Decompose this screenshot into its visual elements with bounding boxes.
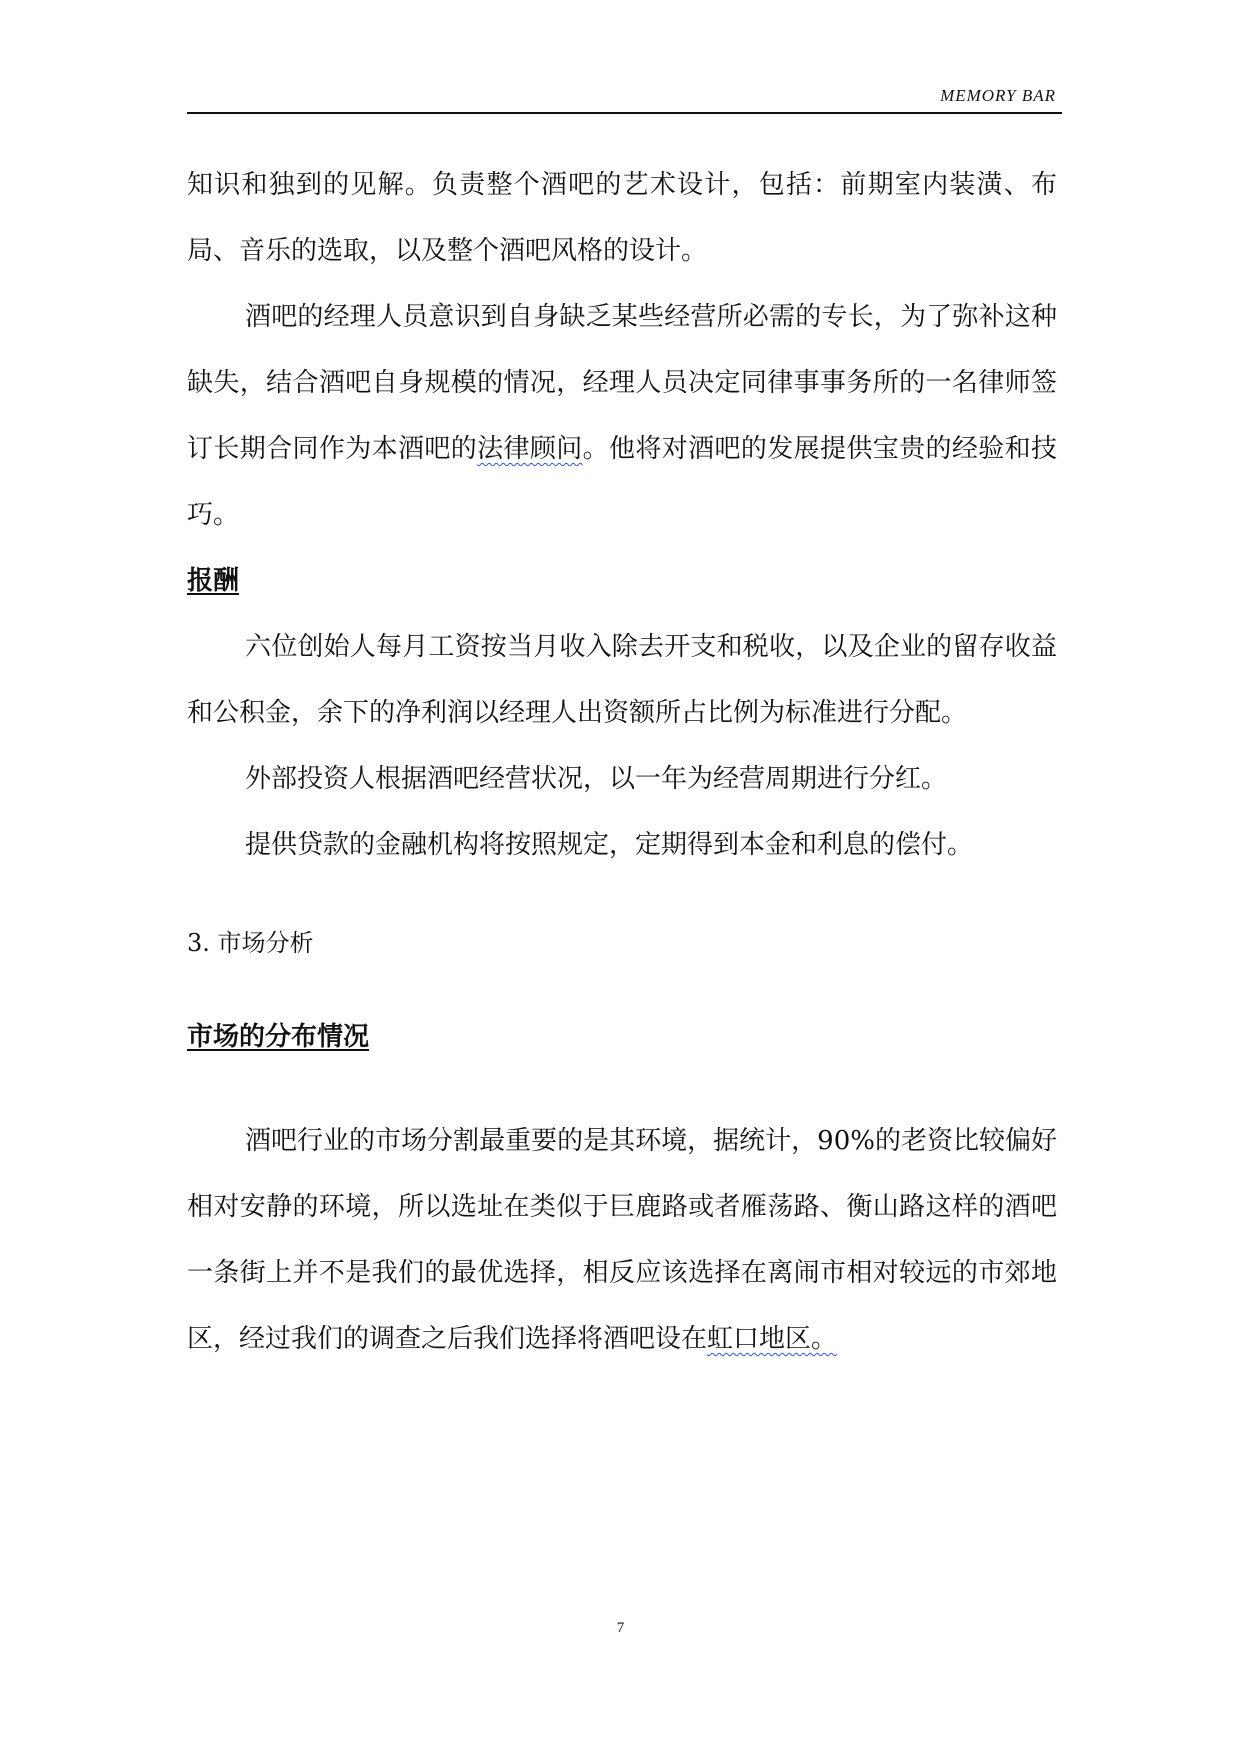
paragraph-founder-pay: 六位创始人每月工资按当月收入除去开支和税收，以及企业的留存收益和公积金，余下的净利润以经理人出资额所占比例为标准进行分配。 bbox=[187, 632, 1057, 728]
paragraph-legal-advisor bbox=[187, 284, 1057, 548]
paragraph-text: 。他将对酒吧的发展提供宝贵的经验和技巧。 bbox=[187, 434, 1057, 530]
paragraph-loan-repayment: 提供贷款的金融机构将按照规定，定期得到本金和利息的偿付。 bbox=[245, 830, 974, 860]
header-title: MEMORY BAR bbox=[940, 86, 1056, 105]
paragraph-text: 酒吧行业的市场分割最重要的是其环境，据统计，90%的老资比较偏好相对安静的环境，所以选址在类似于巨鹿路或者雁荡路、衡山路这样的酒吧一条街上并不是我们的最优选择，相反应该选择在离闹市相对较远的市郊地区，经过我们的调查之后我们选择将酒吧设在 bbox=[187, 1126, 1057, 1354]
paragraph-text: 酒吧的经理人员意识到自身缺乏某些经营所必需的专长，为了弥补这种缺失，结合酒吧自身规模的情况，经理人员决定同律事事务所的一名律师签订长期合同作为本酒吧的 bbox=[187, 302, 1057, 464]
paragraph-investor-dividend: 外部投资人根据酒吧经营状况，以一年为经营周期进行分红。 bbox=[245, 764, 948, 794]
header-divider bbox=[187, 112, 1062, 114]
paragraph-market-environment bbox=[187, 1108, 1057, 1372]
subheading-market-distribution: 市场的分布情况 bbox=[187, 1022, 370, 1052]
heading-reward: 报酬 bbox=[187, 566, 240, 596]
legal-advisor-term: 法律顾问 bbox=[477, 434, 583, 464]
hongkou-district-term: 虹口地区。 bbox=[707, 1324, 838, 1354]
page-number: 7 bbox=[616, 1620, 625, 1636]
section-title-market-analysis: 3. 市场分析 bbox=[187, 929, 314, 957]
document-body bbox=[187, 152, 1057, 1372]
paragraph-art-design: 知识和独到的见解。负责整个酒吧的艺术设计，包括：前期室内装潢、布局、音乐的选取，以及整个酒吧风格的设计。 bbox=[187, 170, 1057, 266]
